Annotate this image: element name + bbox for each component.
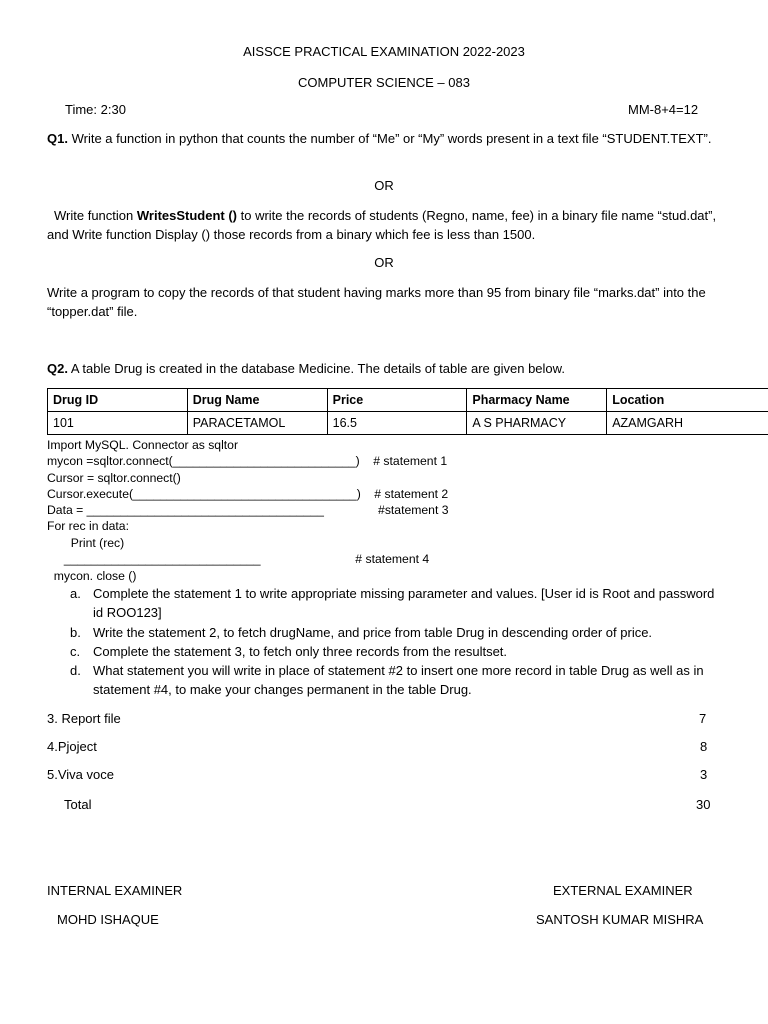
subject-title: COMPUTER SCIENCE – 083 bbox=[298, 75, 470, 90]
q1-text bbox=[47, 129, 717, 148]
q1-alt1-post: to write the records of students (Regno, name, fee) in a binary file name “stud.dat”, and Write function Display () those records from a binary which fee is less than 1500. bbox=[47, 208, 717, 242]
code-line: For rec in data: bbox=[47, 519, 129, 533]
table-cell: AZAMGARH bbox=[607, 412, 768, 435]
marks-item-value: 8 bbox=[700, 739, 708, 754]
code-line: _____________________________ # statement 4 bbox=[47, 552, 430, 566]
table-header-cell: Drug Name bbox=[187, 389, 327, 412]
internal-examiner-label: INTERNAL EXAMINER bbox=[47, 883, 183, 898]
exam-title: AISSCE PRACTICAL EXAMINATION 2022-2023 bbox=[243, 44, 525, 59]
q1-alt1-pre: Write function bbox=[54, 208, 137, 223]
external-examiner-name: SANTOSH KUMAR MISHRA bbox=[536, 912, 704, 927]
subquestion-text: Complete the statement 1 to write appropriate missing parameter and values. [User id is Root and password id ROO123] bbox=[93, 586, 715, 620]
subquestion-letter: a. bbox=[70, 586, 81, 601]
external-examiner-label: EXTERNAL EXAMINER bbox=[553, 883, 693, 898]
q2-text bbox=[47, 359, 717, 378]
time-label: Time: 2:30 bbox=[65, 102, 126, 117]
table-header-cell: Drug ID bbox=[48, 389, 188, 412]
q1-alt2-text: Write a program to copy the records of that student having marks more than 95 from binary file “marks.dat” into the “topper.dat” file. bbox=[47, 285, 706, 319]
table-header-cell: Price bbox=[327, 389, 467, 412]
subquestion-a bbox=[70, 584, 720, 622]
code-line: Cursor.execute(_________________________________) # statement 2 bbox=[47, 487, 449, 501]
table-cell: 16.5 bbox=[327, 412, 467, 435]
code-line: Import MySQL. Connector as sqltor bbox=[47, 438, 239, 452]
code-line: mycon. close () bbox=[47, 569, 137, 583]
subquestion-b bbox=[70, 623, 720, 642]
marks-item-value: 3 bbox=[700, 767, 708, 782]
table-header-cell: Pharmacy Name bbox=[467, 389, 607, 412]
q1-alt1-text bbox=[47, 206, 717, 244]
code-line: Data = ___________________________________ #statement 3 bbox=[47, 503, 449, 517]
subquestion-text: Write the statement 2, to fetch drugName, and price from table Drug in descending order of price. bbox=[93, 625, 653, 640]
code-line: Print (rec) bbox=[47, 536, 125, 550]
subquestion-text: What statement you will write in place of statement #2 to insert one more record in table Drug as well as in statement #4, to make your changes permanent in the table Drug. bbox=[93, 663, 704, 697]
subquestion-letter: b. bbox=[70, 625, 81, 640]
marks-item-value: 7 bbox=[699, 711, 707, 726]
table-cell: 101 bbox=[48, 412, 188, 435]
marks-item-label: 5.Viva voce bbox=[47, 767, 114, 782]
or-divider-2: OR bbox=[374, 255, 394, 270]
subquestion-d bbox=[70, 661, 720, 699]
q2-label: Q2. bbox=[47, 361, 68, 376]
q1-label: Q1. bbox=[47, 131, 68, 146]
internal-examiner-name: MOHD ISHAQUE bbox=[57, 912, 159, 927]
marks-total-value: 30 bbox=[696, 797, 711, 812]
marks-item-label: 3. Report file bbox=[47, 711, 121, 726]
max-marks: MM-8+4=12 bbox=[628, 102, 699, 117]
q1-alt1-function-name: WritesStudent () bbox=[136, 208, 238, 223]
code-line: mycon =sqltor.connect(___________________________) # statement 1 bbox=[47, 454, 448, 468]
table-header-row bbox=[48, 389, 768, 412]
subquestion-c bbox=[70, 642, 720, 661]
table-row bbox=[48, 412, 768, 435]
subquestion-text: Complete the statement 3, to fetch only three records from the resultset. bbox=[93, 644, 508, 659]
marks-total-label: Total bbox=[64, 797, 92, 812]
table-cell: PARACETAMOL bbox=[187, 412, 327, 435]
table-cell: A S PHARMACY bbox=[467, 412, 607, 435]
q2-body: A table Drug is created in the database Medicine. The details of table are given below. bbox=[67, 361, 565, 376]
marks-item-label: 4.Pjoject bbox=[47, 739, 97, 754]
drug-table bbox=[47, 388, 768, 435]
q1-body: Write a function in python that counts the number of “Me” or “My” words present in a text file “STUDENT.TEXT”. bbox=[67, 131, 712, 146]
code-line: Cursor = sqltor.connect() bbox=[47, 471, 181, 485]
or-divider-1: OR bbox=[374, 178, 394, 193]
subquestion-letter: c. bbox=[70, 644, 81, 659]
table-header-cell: Location bbox=[607, 389, 768, 412]
subquestion-letter: d. bbox=[70, 663, 81, 678]
